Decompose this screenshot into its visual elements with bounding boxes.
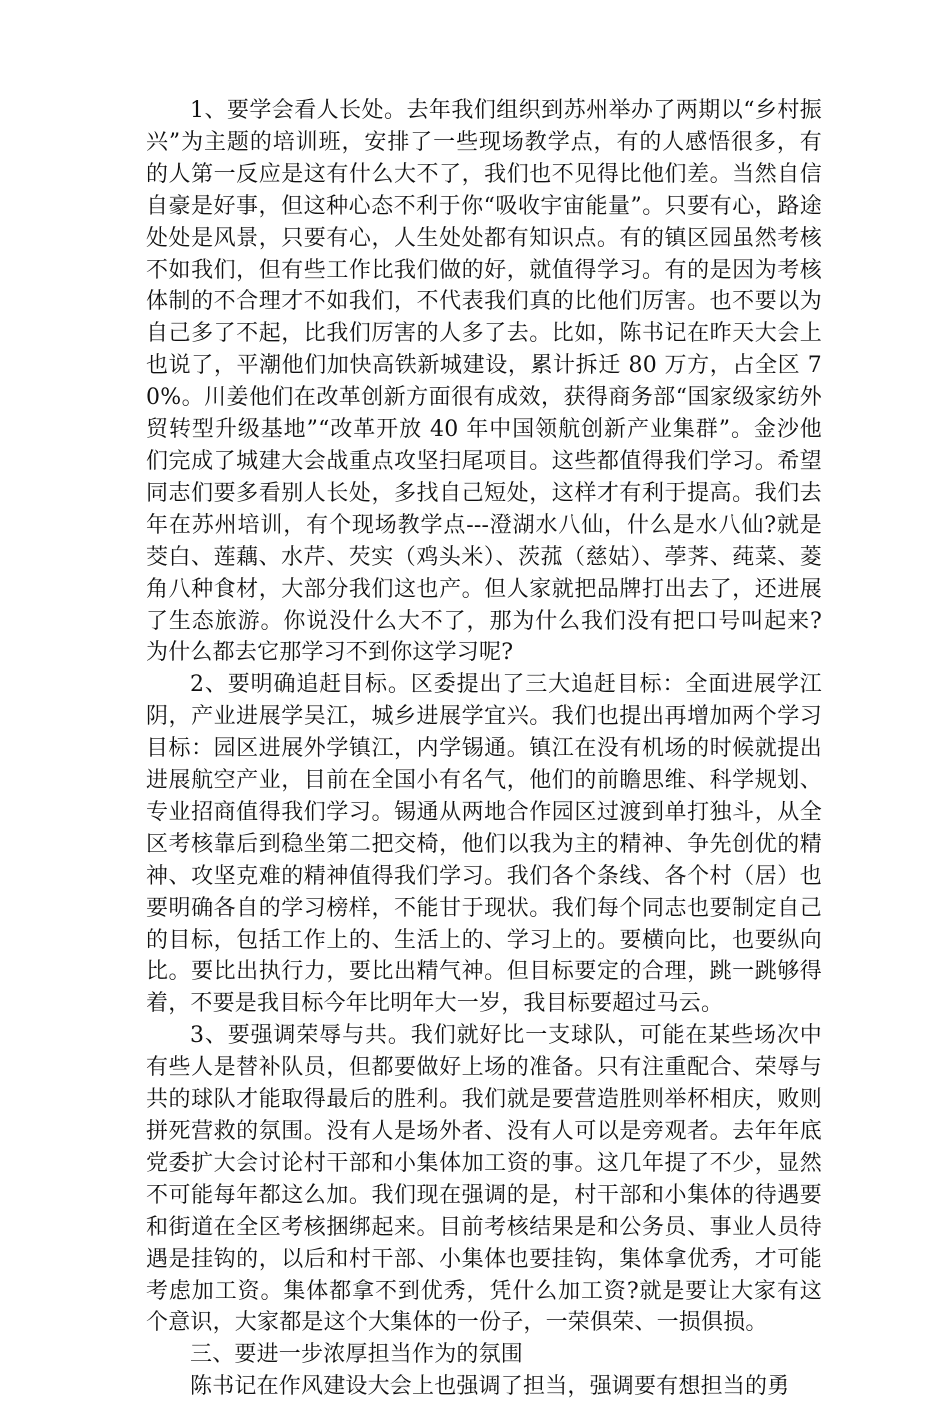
paragraph-shared-honor: 3、要强调荣辱与共。我们就好比一支球队，可能在某些场次中有些人是替补队员，但都要做好上场的准备。只有注重配合、荣辱与共的球队才能取得最后的胜利。我们就是要营造胜则举杯相庆，败则拼死营救的氛围。没有人是场外者、没有人可以是旁观者。去年年底党委扩大会讨论村干部和小集体加工资的事。这几年提了不少，显然不可能每年都这么加。我们现在强调的是，村干部和小集体的待遇要和街道在全区考核捆绑起来。目前考核结果是和公务员、事业人员待遇是挂钩的，以后和村干部、小集体也要挂钩，集体拿优秀，才可能考虑加工资。集体都拿不到优秀，凭什么加工资?就是要让大家有这个意识，大家都是这个大集体的一份子，一荣俱荣、一损俱损。 (146, 1023, 822, 1336)
paragraph-chase-goals: 2、要明确追赶目标。区委提出了三大追赶目标：全面进展学江阴，产业进展学吴江，城乡进展学宜兴。我们也提出再增加两个学习目标：园区进展外学镇江，内学锡通。镇江在没有机场的时候就提出进展航空产业，目前在全国小有名气，他们的前瞻思维、科学规划、专业招商值得我们学习。锡通从两地合作园区过渡到单打独斗，从全区考核靠后到稳坐第二把交椅，他们以我为主的精神、争先创优的精神、攻坚克难的精神值得我们学习。我们各个条线、各个村（居）也要明确各自的学习榜样，不能甘于现状。我们每个同志也要制定自己的目标，包括工作上的、生活上的、学习上的。要横向比，也要纵向比。要比出执行力，要比出精气神。但目标要定的合理，跳一跳够得着，不要是我目标今年比明年大一岁，我目标要超过马云。 (146, 672, 822, 1017)
document-page (146, 95, 822, 1403)
paragraph-learn-strengths: 1、要学会看人长处。去年我们组织到苏州举办了两期以“乡村振兴”为主题的培训班，安排了一些现场教学点，有的人感悟很多，有的人第一反应是这有什么大不了，我们也不见得比他们差。当然自信自豪是好事，但这种心态不利于你“吸收宇宙能量”。只要有心，路途处处是风景，只要有心，人生处处都有知识点。有的镇区园虽然考核不如我们，但有些工作比我们做的好，就值得学习。有的是因为考核体制的不合理才不如我们，不代表我们真的比他们厉害。也不要以为自己多了不起，比我们厉害的人多了去。比如，陈书记在昨天大会上也说了，平潮他们加快高铁新城建设，累计拆迁 80 万方，占全区 70%。川姜他们在改革创新方面很有成效，获得商务部“国家级家纺外贸转型升级基地”“改革开放 40 年中国领航创新产业集群”。金沙他们完成了城建大会战重点攻坚扫尾项目。这些都值得我们学习。希望同志们要多看别人长处，多找自己短处，这样才有利于提高。我们去年在苏州培训，有个现场教学点---澄湖水八仙，什么是水八仙?就是茭白、莲藕、水芹、芡实（鸡头米）、茨菰（慈姑）、荸荠、莼菜、菱角八种食材，大部分我们这也产。但人家就把品牌打出去了，还进展了生态旅游。你说没什么大不了，那为什么我们没有把口号叫起来?为什么都去它那学习不到你这学习呢? (146, 98, 822, 666)
paragraph-responsibility: 陈书记在作风建设大会上也强调了担当，强调要有想担当的勇 (190, 1374, 790, 1400)
section-heading: 三、要进一步浓厚担当作为的氛围 (190, 1342, 524, 1368)
